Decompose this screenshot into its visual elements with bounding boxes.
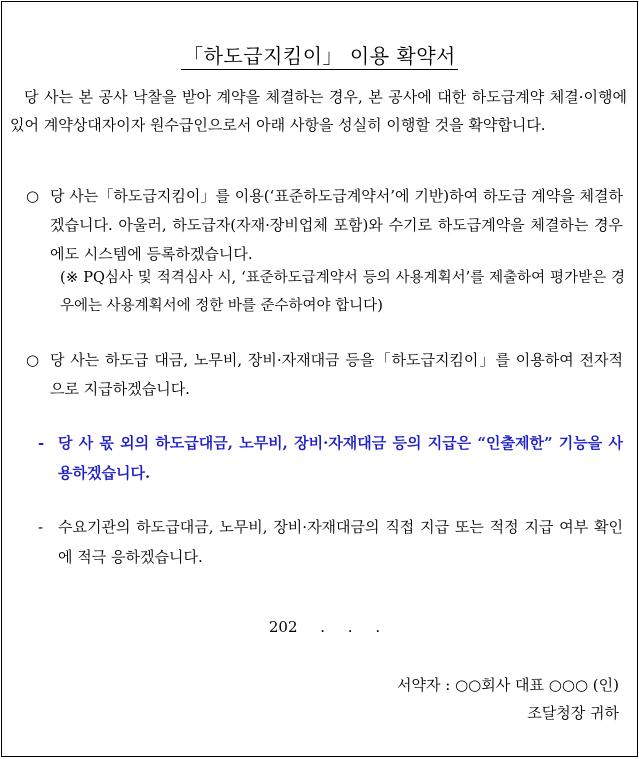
addressee-line: 조달청장 귀하 bbox=[527, 704, 619, 722]
signature-line: 서약자 : ○○회사 대표 ○○○ (인) bbox=[397, 676, 619, 694]
sub-item-direct-payment bbox=[38, 512, 623, 572]
dash-bullet-icon: - bbox=[38, 518, 44, 536]
pledge-item-text: 당 사는「하도급지킴이」를 이용(‘표준하도급계약서’에 기반)하여 하도급 계약을 체결하겠습니다. 아울러, 하도급자(자재·장비업체 포함)와 수기로 하도급계약을 체결하는 경우에도 시스템에 등록하겠습니다. bbox=[50, 187, 623, 263]
pledge-item-1 bbox=[28, 182, 623, 269]
pq-note: (※ PQ심사 및 적격심사 시, ‘표준하도급계약서 등의 사용계획서’를 제출하여 평가받은 경우에는 사용계획서에 정한 바를 준수하여야 합니다) bbox=[60, 270, 625, 314]
pledge-item-2 bbox=[28, 346, 623, 404]
dash-bullet-icon: - bbox=[38, 434, 45, 452]
circle-bullet-icon: ○ bbox=[26, 187, 40, 205]
document-page bbox=[1, 1, 638, 757]
sub-item-text: 수요기관의 하도급대금, 노무비, 장비·자재대금의 직접 지급 또는 적정 지급 여부 확인에 적극 응하겠습니다. bbox=[58, 518, 623, 566]
circle-bullet-icon: ○ bbox=[26, 351, 40, 369]
pledge-item-text: 당 사는 하도급 대금, 노무비, 장비·자재대금 등을「하도급지킴이」를 이용하여 전자적으로 지급하겠습니다. bbox=[50, 351, 623, 398]
document-title: 「하도급지킴이」 이용 확약서 bbox=[183, 44, 456, 68]
sub-item-text: 당 사 몫 외의 하도급대금, 노무비, 장비·자재대금 등의 지급은 “인출제한” 기능을 사용하겠습니다. bbox=[58, 434, 623, 482]
date-line: 202 . . . bbox=[268, 618, 381, 636]
sub-item-withdrawal-limit bbox=[38, 428, 623, 488]
intro-paragraph: 당 사는 본 공사 낙찰을 받아 계약을 체결하는 경우, 본 공사에 대한 하도급계약 체결·이행에 있어 계약상대자이자 원수급인으로서 아래 사항을 성실히 이행할 것을 확약합니다. bbox=[10, 88, 627, 134]
